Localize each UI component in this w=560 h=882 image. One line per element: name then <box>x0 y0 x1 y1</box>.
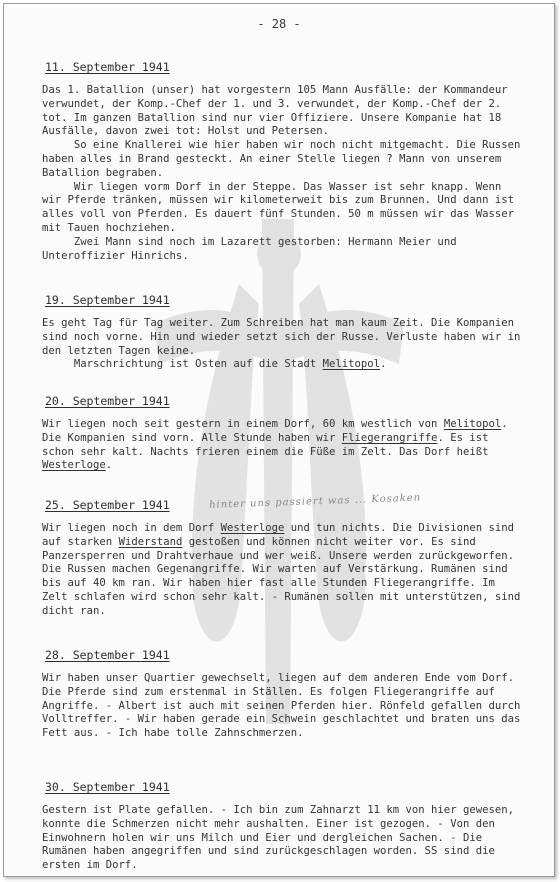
entry-text: Das 1. Batallion (unser) hat vorgestern 105 Mann Ausfälle: der Kommandeur verwundet, der Komp.-Chef der 1. und 3. verwundet, der Komp.-Chef der 2. tot. Im ganzen Batallion sind nur vier Offiziere. Unsere Kompanie hat 18 Ausfälle, davon zwei tot: Holst und Petersen. So eine Knallerei wie hier haben wir noch nicht mitgemacht. Die Russen haben alles in Brand gesteckt. An einer Stelle liegen ? Mann von unserem Batallion begraben. Wir liegen vorm Dorf in der Steppe. Das Wasser ist sehr knapp. Wenn wir Pferde tränken, müssen wir kilometerweit bis zum Brunnen. Und dann ist alles voll von Pferden. Es dauert fünf Stunden. 50 m müssen wir das Wasser mit Tauen hochziehen. Zwei Mann sind noch im Lazarett gestorben: Hermann Meier und Unteroffizier Hinrichs. <box>42 84 521 262</box>
document-page <box>3 3 555 877</box>
entry-date: 30. September 1941 <box>45 780 170 794</box>
entry-text: Es geht Tag für Tag weiter. Zum Schreiben hat man kaum Zeit. Die Kompanien sind noch vorne. Hin und wieder setzt sich der Russe. Verluste haben wir in den letzten Tagen keine. Marschrichtung ist Osten auf die Stadt Melitopol. <box>42 317 521 371</box>
entry-text: Wir haben unser Quartier gewechselt, liegen auf dem anderen Ende vom Dorf. Die Pferde sind zum erstenmal in Ställen. Es folgen Fliegerangriffe auf Angriffe. - Albert ist auch mit seinen Pferden hier. Rönfeld gefallen durch Volltreffer. - Wir haben gerade ein Schwein geschlachtet und braten uns das Fett aus. - Ich habe tolle Zahnschmerzen. <box>42 672 521 740</box>
entry-text: Gestern ist Plate gefallen. - Ich bin zum Zahnarzt 11 km von hier gewesen, konnte die Schmerzen nicht mehr aushalten. Einer ist gezogen. - Von den Einwohnern holen wir uns Milch und Eier und dergleichen Sachen. - Die Rumänen haben angegriffen und sind zurückgeschlagen worden. SS sind die ersten im Dorf. <box>42 804 514 872</box>
entry-date: 28. September 1941 <box>45 648 170 662</box>
diary-entry <box>42 644 522 741</box>
entry-date: 19. September 1941 <box>45 293 170 307</box>
diary-entry <box>42 390 522 473</box>
entry-text: Wir liegen noch in dem Dorf Westerloge und tun nichts. Die Divisionen sind auf starken Widerstand gestoßen und können nicht weiter vor. Es sind Panzersperren und Drahtverhaue und wer weiß. Unsere werden zurückgeworfen. Die Russen machen Gegenangriffe. Wir warten auf Verstärkung. Rumänen sind bis auf 40 km ran. Wir haben hier fast alle Stunden Fliegerangriffe. Im Zelt schlafen wird schon sehr kalt. - Rumänen sollen mit unterstützen, sind dicht ran. <box>42 522 521 617</box>
handwritten-note: hinter uns passiert was ... Kosaken <box>208 492 422 511</box>
diary-entry <box>42 56 522 263</box>
diary-entry <box>42 289 522 372</box>
diary-entry <box>42 776 522 873</box>
entry-date: 11. September 1941 <box>45 60 170 74</box>
entry-date: 20. September 1941 <box>45 394 170 408</box>
diary-entry <box>42 494 522 619</box>
entry-date: 25. September 1941 <box>45 498 170 512</box>
page-number: - 28 - <box>257 17 301 31</box>
entry-text: Wir liegen noch seit gestern in einem Dorf, 60 km westlich von Melitopol. Die Kompanien sind vorn. Alle Stunde haben wir Fliegerangriffe. Es ist schon sehr kalt. Nachts frieren einem die Füße im Zelt. Das Dorf heißt Westerloge. <box>42 418 508 472</box>
